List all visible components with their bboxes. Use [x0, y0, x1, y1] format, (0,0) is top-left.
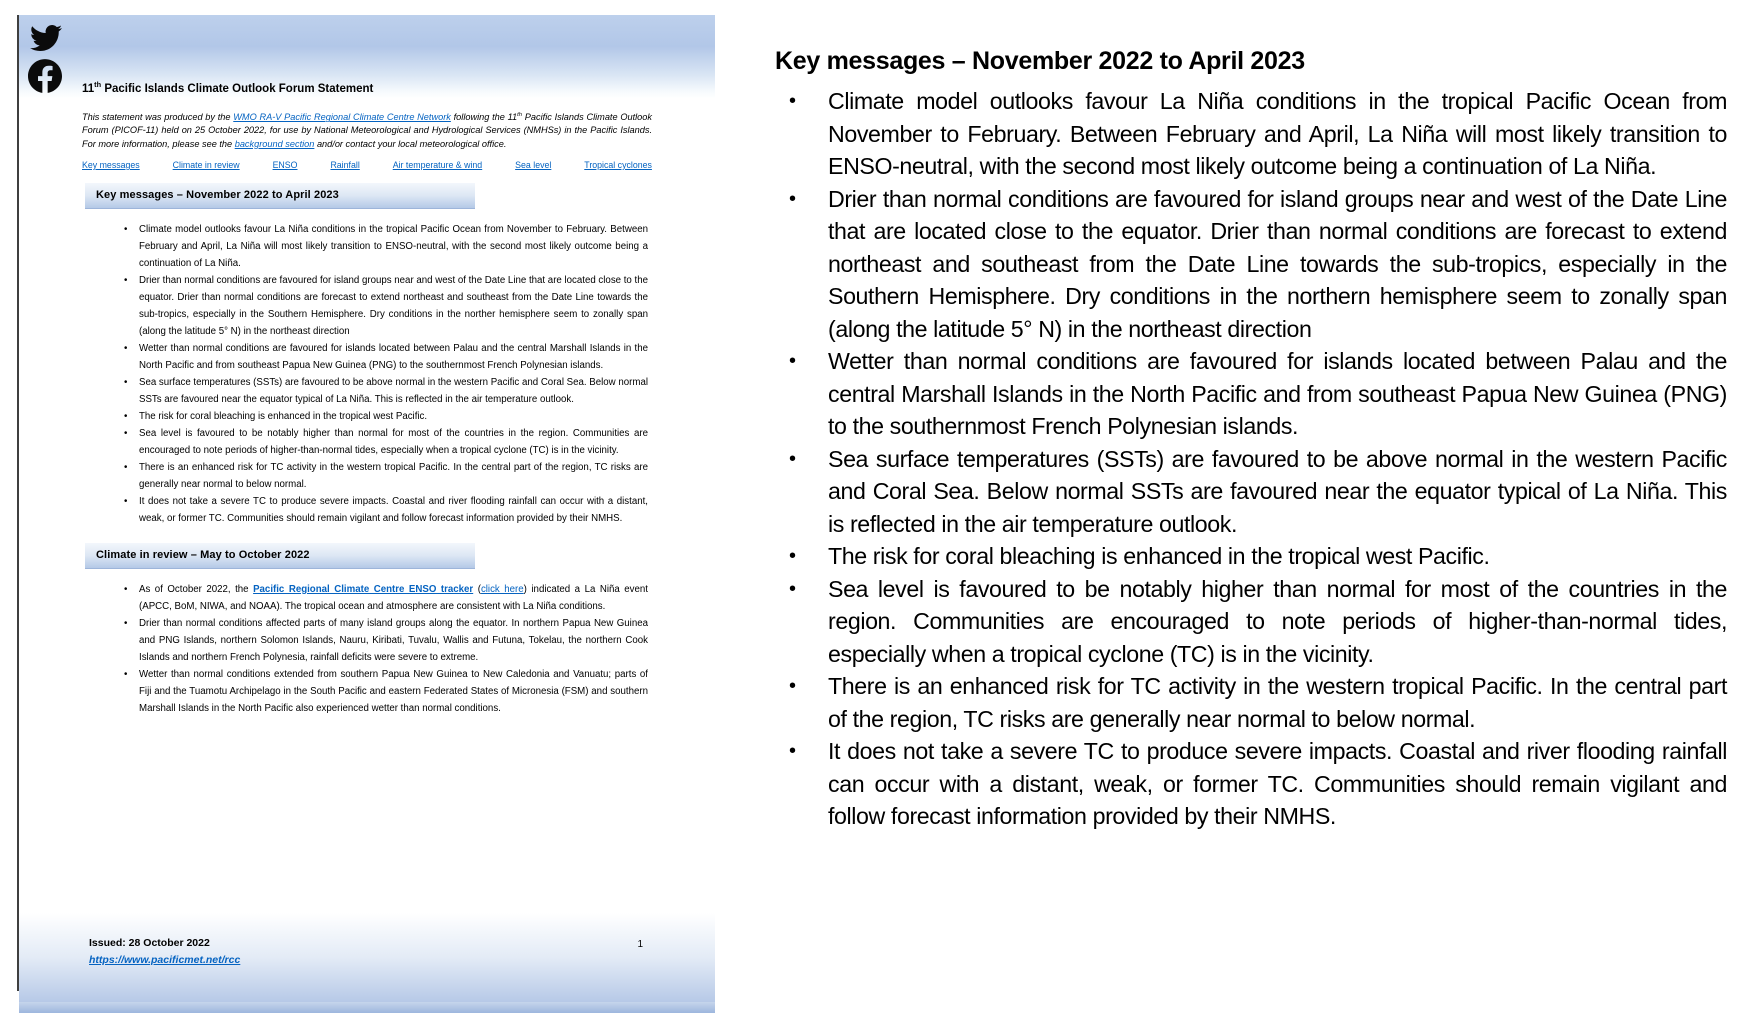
text-segment: Pacific Islands Climate Outlook Forum (PICOF-11) held on 25 October 2022, for use by National Meteorological and Hydrological Services (NMHSs) in the Pacific Islands. For more information, please see the: [82, 112, 652, 149]
nav-link-air-temperature-wind[interactable]: Air temperature & wind: [392, 159, 483, 170]
section-header-key-messages: Key messages – November 2022 to April 2023: [85, 183, 475, 209]
bullet-item: • It does not take a severe TC to produce severe impacts. Coastal and river flooding rainfall can occur with a distant, weak, or former TC. Communities should remain vigilant and follow forecast information provided by their NMHS.: [112, 493, 648, 527]
footer-url-link[interactable]: https://www.pacificmet.net/rcc: [89, 954, 241, 966]
intro-paragraph: [82, 111, 652, 151]
bullet-item: [112, 581, 648, 615]
bullet-item: • Wetter than normal conditions are favoured for islands located between Palau and the central Marshall Islands in the North Pacific and from southeast Papua New Guinea (PNG) to the southernmost French Polynesian islands.: [112, 340, 648, 374]
nav-link-rainfall[interactable]: Rainfall: [330, 159, 360, 170]
facebook-icon[interactable]: [28, 59, 64, 93]
key-messages-list: [112, 221, 648, 527]
bullet-item: • The risk for coral bleaching is enhanced in the tropical west Pacific.: [775, 540, 1727, 573]
document-title: 11th Pacific Islands Climate Outlook Forum Statement: [82, 80, 374, 95]
page-bottom-strip: [19, 1002, 715, 1013]
inline-link[interactable]: background section: [234, 138, 315, 149]
key-messages-panel: [775, 47, 1727, 833]
social-icons: [28, 22, 72, 93]
document-content: [82, 102, 652, 717]
text-segment: ) indicated a La Niña event (APCC, BoM, NIWA, and NOAA). The tropical ocean and atmosphere are consistent with La Niña conditions.: [139, 583, 648, 612]
twitter-icon[interactable]: [28, 22, 64, 56]
bullet-item: • Wetter than normal conditions are favoured for islands located between Palau and the central Marshall Islands in the North Pacific and from southeast Papua New Guinea (PNG) to the southernmost French Polynesian islands.: [775, 345, 1727, 443]
text-segment: following the 11: [450, 112, 518, 123]
inline-link[interactable]: WMO RA-V Pacific Regional Climate Centre Network: [233, 112, 451, 123]
document-footer-band: [19, 913, 715, 1002]
section-header-climate-in-review: Climate in review – May to October 2022: [85, 543, 475, 569]
page-left-border: [17, 15, 19, 991]
bullet-item: • Sea surface temperatures (SSTs) are favoured to be above normal in the western Pacific and Coral Sea. Below normal SSTs are favoured near the equator typical of La Niña. This is reflected in the air temperature outlook.: [112, 374, 648, 408]
bullet-item: • Sea level is favoured to be notably higher than normal for most of the countries in the region. Communities are encouraged to note periods of higher-than-normal tides, especially when a tropical cyclone (TC) is in the vicinity.: [112, 425, 648, 459]
superscript: th: [517, 112, 523, 119]
inline-link[interactable]: Pacific Regional Climate Centre ENSO tracker: [253, 583, 474, 595]
bullet-item: • Climate model outlooks favour La Niña conditions in the tropical Pacific Ocean from November to February. Between February and April, La Niña will most likely transition to ENSO-neutral, with the second most likely outcome being a continuation of La Niña.: [775, 85, 1727, 183]
text-segment: This statement was produced by the: [82, 112, 234, 123]
text-segment: (: [473, 583, 481, 595]
nav-link-tropical-cyclones[interactable]: Tropical cyclones: [584, 159, 652, 170]
nav-link-enso[interactable]: ENSO: [272, 159, 298, 170]
superscript: th: [94, 80, 102, 90]
document-header-band: [19, 15, 715, 98]
text-segment: and/or contact your local meteorological office.: [314, 138, 507, 149]
bullet-item: • Drier than normal conditions are favoured for island groups near and west of the Date Line that are located close to the equator. Drier than normal conditions are forecast to extend northeast and southeast from the Date Line towards the sub-tropics, especially in the Southern Hemisphere. Dry conditions in the norther hemisphere seem to zonally span (along the latitude 5° N) in the northeast direction: [112, 272, 648, 340]
bullet-item: • There is an enhanced risk for TC activity in the western tropical Pacific. In the central part of the region, TC risks are generally near normal to below normal.: [775, 670, 1727, 735]
text-segment: As of October 2022, the: [139, 583, 254, 595]
key-messages-panel-heading: Key messages – November 2022 to April 2023: [775, 47, 1305, 75]
key-messages-panel-list: [775, 85, 1727, 833]
bullet-item: • It does not take a severe TC to produce severe impacts. Coastal and river flooding rainfall can occur with a distant, weak, or former TC. Communities should remain vigilant and follow forecast information provided by their NMHS.: [775, 735, 1727, 833]
bullet-item: • There is an enhanced risk for TC activity in the western tropical Pacific. In the central part of the region, TC risks are generally near normal to below normal.: [112, 459, 648, 493]
nav-link-sea-level[interactable]: Sea level: [515, 159, 552, 170]
document-nav-links: [82, 160, 652, 170]
nav-link-key-messages[interactable]: Key messages: [82, 159, 140, 170]
bullet-item: • Drier than normal conditions affected parts of many island groups along the equator. In northern Papua New Guinea and PNG Islands, northern Solomon Islands, Nauru, Kiribati, Tuvalu, Wallis and Futuna, Tokelau, the northern Cook Islands and northern French Polynesia, rainfall deficits were severe to extreme.: [112, 615, 648, 666]
issued-date: Issued: 28 October 2022: [89, 937, 210, 949]
bullet-item: • Climate model outlooks favour La Niña conditions in the tropical Pacific Ocean from November to February. Between February and April, La Niña will most likely transition to ENSO-neutral, with the second most likely outcome being a continuation of La Niña.: [112, 221, 648, 272]
bullet-item: • Wetter than normal conditions extended from southern Papua New Guinea to New Caledonia and Vanuatu; parts of Fiji and the Tuamotu Archipelago in the South Pacific and eastern Federated States of Micronesia (FSM) and southern Marshall Islands in the North Pacific also experienced wetter than normal conditions.: [112, 666, 648, 717]
bullet-item: • Drier than normal conditions are favoured for island groups near and west of the Date Line that are located close to the equator. Drier than normal conditions are forecast to extend northeast and southeast from the Date Line towards the sub-tropics, especially in the Southern Hemisphere. Dry conditions in the northern hemisphere seem to zonally span (along the latitude 5° N) in the northeast direction: [775, 183, 1727, 346]
bullet-item: • The risk for coral bleaching is enhanced in the tropical west Pacific.: [112, 408, 648, 425]
bullet-item: • Sea level is favoured to be notably higher than normal for most of the countries in the region. Communities are encouraged to note periods of higher-than-normal tides, especially when a tropical cyclone (TC) is in the vicinity.: [775, 573, 1727, 671]
nav-link-climate-in-review[interactable]: Climate in review: [172, 159, 240, 170]
inline-link[interactable]: click here: [480, 583, 524, 595]
climate-in-review-list: [112, 581, 648, 717]
page-number: 1: [637, 939, 643, 950]
bullet-item: • Sea surface temperatures (SSTs) are favoured to be above normal in the western Pacific and Coral Sea. Below normal SSTs are favoured near the equator typical of La Niña. This is reflected in the air temperature outlook.: [775, 443, 1727, 541]
document-page: [19, 15, 715, 1013]
